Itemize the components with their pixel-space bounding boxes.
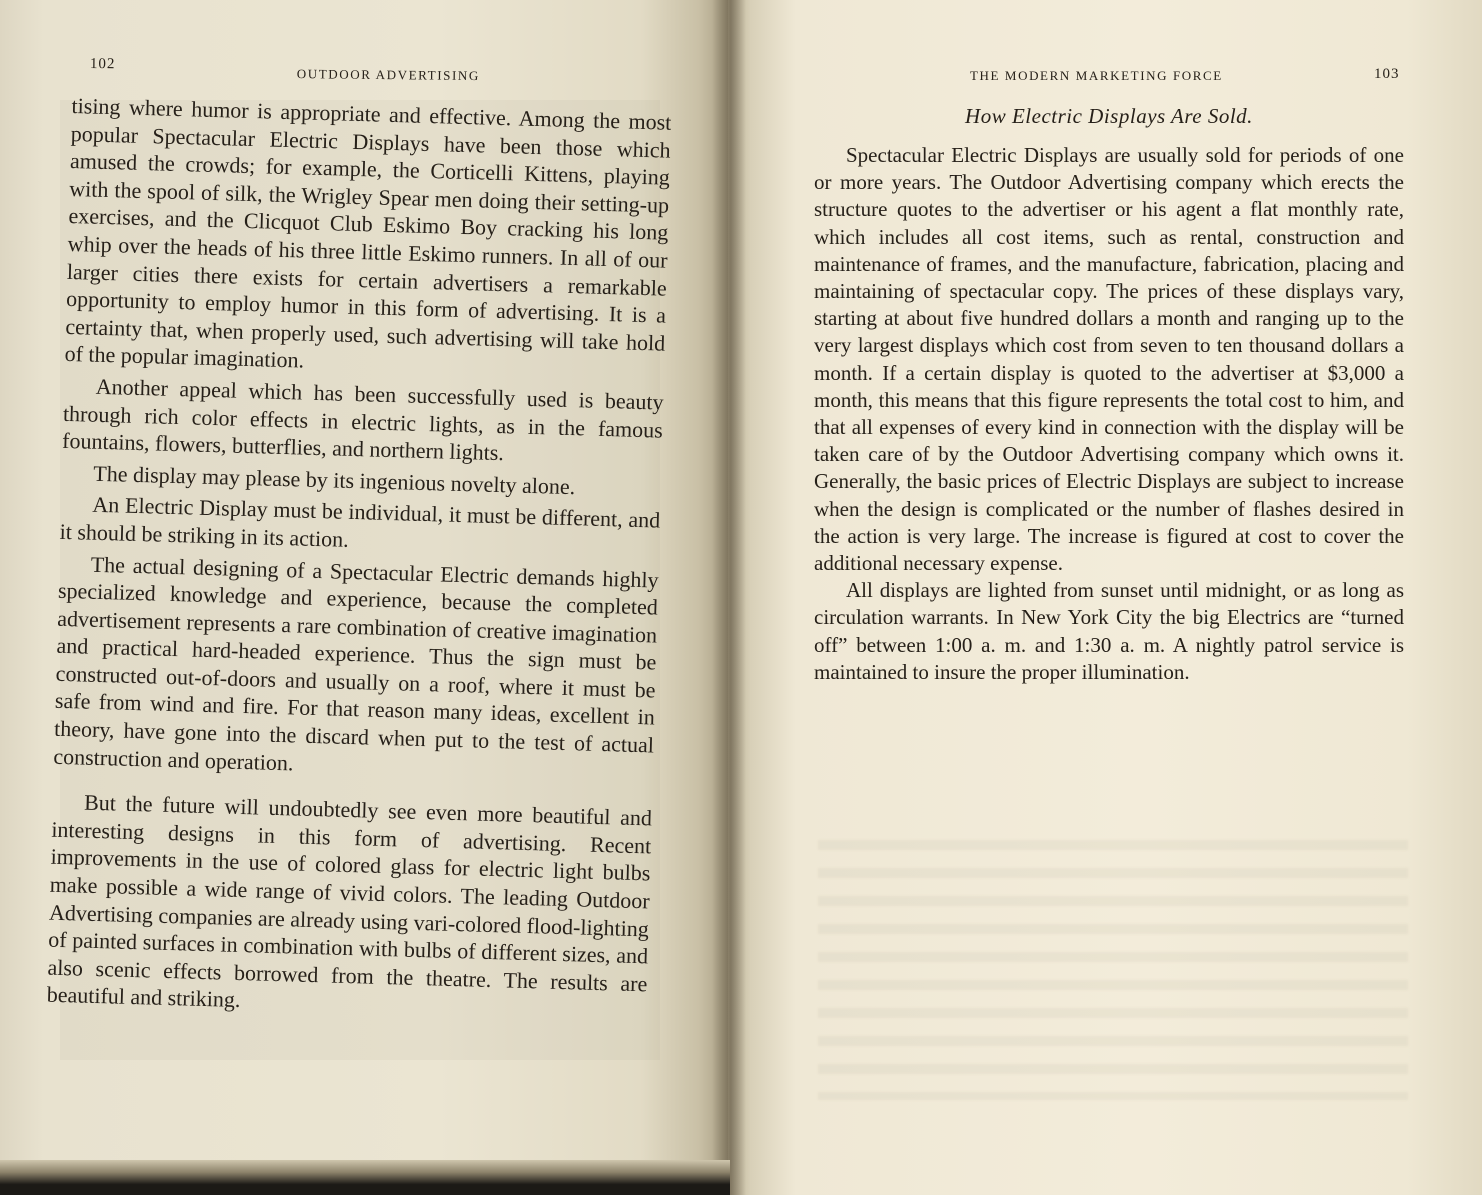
left-page-body (46, 92, 671, 1025)
book-gutter (712, 0, 746, 1195)
right-paragraph-2: All displays are lighted from sunset until midnight, or as long as circulation warrants. In New York City the big Electrics are “turned off” between 1:00 a. m. and 1:30 a. m. A nightly patrol service is maintained to insure the proper illumination. (814, 578, 1404, 684)
left-page-header (90, 56, 490, 90)
left-paragraph-5: The actual designing of a Spectacular Electric demands highly specialized knowledge and experience, because the completed advertisement represents a rare combination of creative imagination and practical hard-headed experience. Thus the sign must be constructed out-of-doors and usually on a roof, where it must be safe from wind and fire. For that reason many ideas, excellent in theory, have gone into the discard when put to the test of actual construction and operation. (53, 551, 659, 776)
right-page-number: 103 (1374, 66, 1400, 82)
right-page-header (728, 66, 1482, 90)
left-paragraph-2: Another appeal which has been successfully used is beauty through rich color effects in electric lights, as in the famous fountains, flowers, butterflies, and northern lights. (61, 373, 664, 466)
page-bottom-edge (0, 1160, 730, 1195)
right-running-head: THE MODERN MARKETING FORCE (970, 68, 1223, 83)
left-running-head: OUTDOOR ADVERTISING (296, 66, 480, 84)
left-paragraph-3: The display may please by its ingenious novelty alone. (93, 460, 576, 499)
right-paragraph-1: Spectacular Electric Displays are usually sold for periods of one or more years. The Outdoor Advertising company which erects the structure quotes to the advertiser or his agent a flat monthly rate, which includes all cost items, such as rental, construction and maintenance of frames, and the manufacture, fabrication, placing and maintaining of spectacular copy. The prices of these displays vary, starting at about five hundred dollars a month and ranging up to the very largest displays which cost from seven to ten thousand dollars a month. If a certain display is quoted to the advertiser at $3,000 a month, this means that this figure represents the total cost to him, and that all expenses of every kind in connection with the display will be taken care of by the Outdoor Advertising company which owns it. Generally, the basic prices of Electric Displays are subject to increase when the design is complicated or the number of flashes desired in the action is very large. The increase is figured at cost to cover the additional necessary expense. (814, 143, 1404, 576)
left-paragraph-1: tising where humor is appropriate and effective. Among the most popular Spectacular Electric Displays have been those which amused the crowds; for example, the Corticelli Kittens, playing with the spool of silk, the Wrigley Spear men doing their setting-up exercises, and the Clicquot Club Eskimo Boy cracking his long whip over the heads of his three little Eskimo runners. In all of our larger cities there exists for certain advertisers a remarkable opportunity to employ humor in this form of advertising. It is a certainty that, when properly used, such advertising will take hold of the popular imagination. (64, 92, 672, 373)
right-page (728, 0, 1482, 1195)
left-paragraph-6: But the future will undoubtedly see even more beautiful and interesting designs in this form of advertising. Recent improvements in the use of colored glass for electric light bulbs make possible a wide range of vivid colors. The leading Outdoor Advertising companies are already using vari-colored flood-lighting of painted surfaces in combination with bulbs of different sizes, and also scenic effects borrowed from the theatre. The results are beautiful and striking. (46, 789, 653, 1013)
left-paragraph-4: An Electric Display must be individual, it must be different, and it should be striking in its action. (59, 492, 661, 552)
right-page-body (814, 142, 1404, 686)
left-page (0, 0, 728, 1175)
show-through-text (818, 840, 1408, 1100)
section-heading: How Electric Displays Are Sold. (965, 104, 1253, 128)
left-page-number: 102 (89, 56, 116, 73)
